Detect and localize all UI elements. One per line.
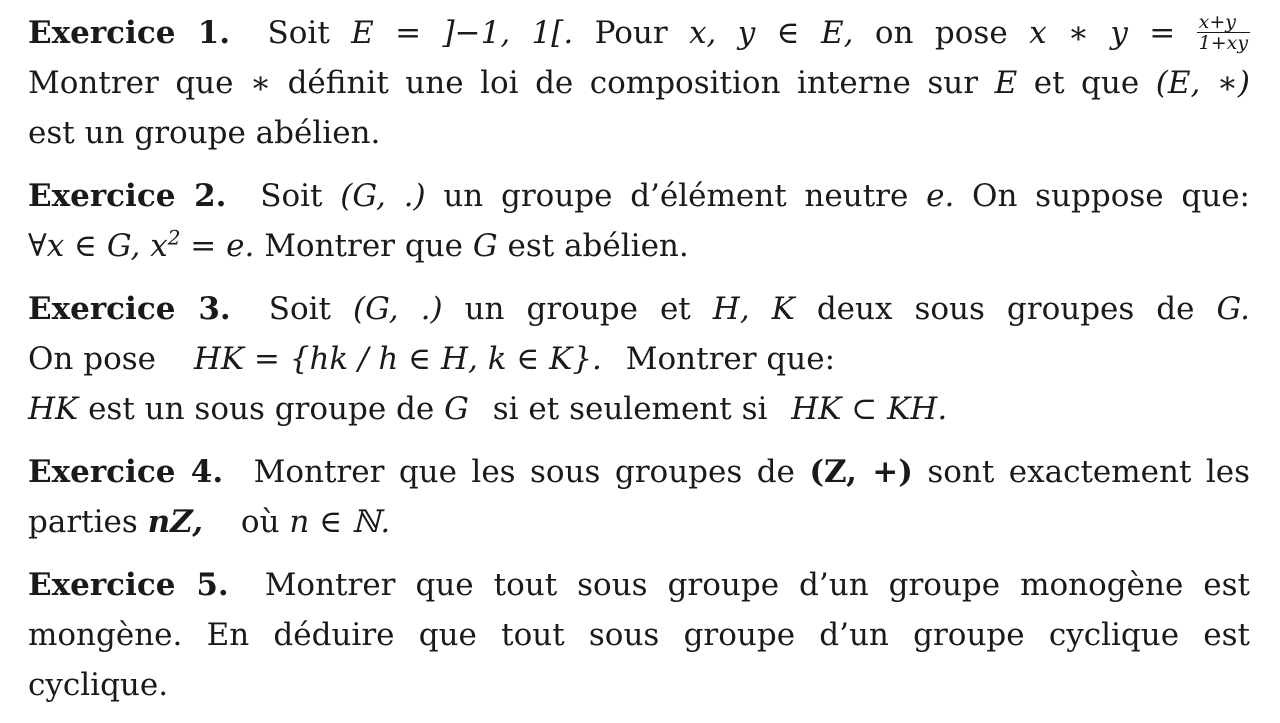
exercise-3-line-3 [28, 384, 1250, 434]
exercise-2-line-1 [28, 171, 1250, 221]
exercise-3-label: Exercice 3. [28, 291, 231, 327]
exercise-1-line-2 [28, 58, 1250, 108]
ex1-fraction-denominator: 1+xy [1198, 32, 1249, 54]
ex2-suppose: On suppose que: [972, 178, 1250, 214]
ex4-ou: où [240, 504, 280, 540]
ex2-group: (G, .) [340, 178, 426, 214]
ex3-groupe-et: un groupe et [464, 291, 691, 327]
ex4-parties: parties [28, 504, 138, 540]
ex1-line2-E: E [994, 65, 1018, 101]
ex2-montrer: Montrer que [264, 228, 464, 264]
ex2-forall [28, 225, 255, 264]
ex3-montrer: Montrer que: [625, 341, 836, 377]
ex5-line1: Montrer que tout sous groupe d’un groupe monogène est [264, 567, 1250, 603]
ex1-fraction [1197, 12, 1250, 53]
exercise-5-line-3 [28, 660, 1250, 710]
ex3-line3-G: G [444, 391, 469, 427]
ex3-on-pose: On pose [28, 341, 156, 377]
ex4-b: sont exactement les [927, 454, 1251, 490]
ex1-text-soit: Soit [267, 15, 330, 51]
ex3-hk: H, K [712, 291, 795, 327]
ex3-line3-inclusion: HK ⊂ KH. [791, 391, 948, 427]
ex5-line3: cyclique. [28, 667, 169, 703]
exercise-5-label: Exercice 5. [28, 567, 229, 603]
ex1-vars: x, y ∈ E, [689, 15, 854, 51]
ex1-expr: x ∗ y = [1029, 15, 1176, 51]
ex3-group: (G, .) [353, 291, 443, 327]
ex2-soit: Soit [260, 178, 323, 214]
exercise-3-line-1 [28, 284, 1250, 334]
exercise-2-label: Exercice 2. [28, 178, 227, 214]
ex1-line2-b: et que [1033, 65, 1140, 101]
exercise-1-line-1 [28, 8, 1250, 58]
exercise-3-line-2 [28, 334, 1250, 384]
ex2-exponent: 2 [167, 225, 181, 250]
exercise-1-line-3 [28, 108, 1250, 158]
exercise-4-label: Exercice 4. [28, 454, 224, 490]
ex1-line2-pair: (E, ∗) [1155, 65, 1250, 101]
ex1-text-pour: Pour [594, 15, 668, 51]
ex2-G: G [472, 228, 498, 264]
ex2-text: un groupe d’élément neutre [443, 178, 909, 214]
ex4-a: Montrer que les sous groupes de [253, 454, 795, 490]
exercise-3 [28, 284, 1250, 434]
exercise-5-line-2 [28, 610, 1250, 660]
exercise-sheet [28, 8, 1250, 723]
ex4-nz: nZ, [147, 504, 204, 540]
exercise-2-line-2 [28, 221, 1250, 271]
ex4-z: (Z, +) [809, 454, 913, 490]
exercise-5-line-1 [28, 560, 1250, 610]
exercise-5 [28, 560, 1250, 710]
ex1-fraction-numerator: x+y [1197, 12, 1250, 33]
exercise-4-line-1 [28, 447, 1250, 497]
ex3-line3-b: si et seulement si [492, 391, 768, 427]
ex3-set-HK: HK = {hk / h ∈ H, k ∈ K}. [193, 341, 602, 377]
ex2-e: e. [926, 178, 955, 214]
ex3-G: G. [1216, 291, 1250, 327]
ex4-n: n ∈ ℕ. [289, 504, 391, 540]
exercise-4-line-2 [28, 497, 1250, 547]
ex1-line3: est un groupe abélien. [28, 115, 381, 151]
ex3-line3-hk: HK [28, 391, 79, 427]
ex1-set-E: E = ]−1, 1[. [351, 15, 574, 51]
ex3-soit: Soit [268, 291, 331, 327]
exercise-1-label: Exercice 1. [28, 15, 231, 51]
ex2-abelien: est abélien. [507, 228, 689, 264]
ex1-text-on-pose: on pose [874, 15, 1008, 51]
exercise-4 [28, 447, 1250, 547]
ex3-deux: deux sous groupes de [816, 291, 1195, 327]
exercise-2 [28, 171, 1250, 271]
exercise-1 [28, 8, 1250, 158]
ex1-line2-a: Montrer que ∗ définit une loi de composition interne sur [28, 65, 979, 101]
ex2-equals: = e. [190, 228, 255, 264]
ex3-line3-a: est un sous groupe de [88, 391, 435, 427]
ex2-forall-text: ∀x ∈ G, x [28, 228, 168, 264]
ex5-line2: mongène. En déduire que tout sous groupe d’un groupe cyclique est [28, 617, 1250, 653]
